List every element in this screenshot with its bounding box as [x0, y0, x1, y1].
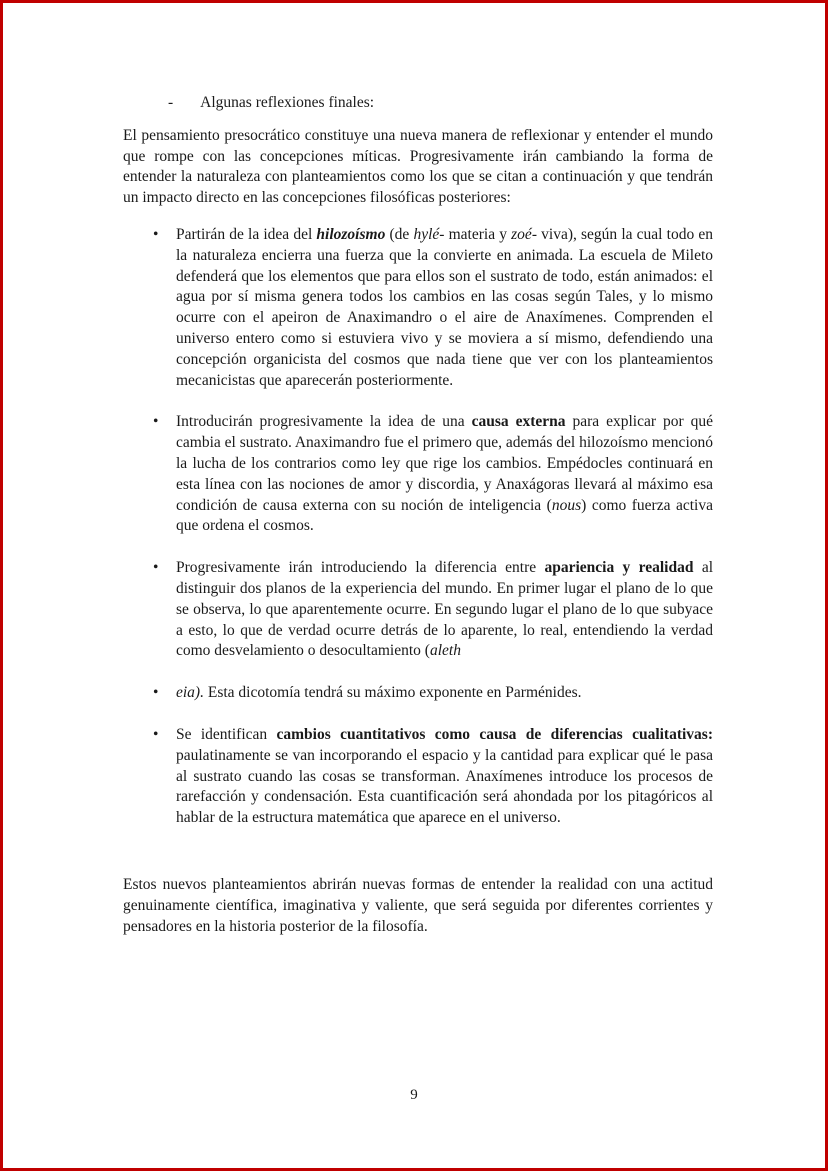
page-content: [123, 93, 713, 937]
heading-dash: -: [168, 94, 174, 111]
bullet-icon: •: [153, 225, 159, 243]
bullet-icon: •: [153, 559, 159, 577]
bullet-text: eia). Esta dicotomía tendrá su máximo exponente en Parménides.: [176, 684, 582, 702]
bullet-item: [123, 683, 713, 704]
heading-text: Algunas reflexiones finales:: [200, 94, 375, 111]
bullet-item: [123, 412, 713, 537]
bullet-text: Partirán de la idea del hilozoísmo (de hylé- materia y zoé- viva), según la cual todo en la naturaleza encierra una fuerza que la convierte en animada. La escuela de Mileto defenderá que los elementos que para ellos son el sustrato de todo, están animados: el agua por sí misma genera todos los cambios en las cosas según Tales, y lo mismo ocurre con el apeiron de Anaximandro o el aire de Anaxímenes. Comprenden el universo entero como si estuviera vivo y se moviera a sí mismo, defendiendo una concepción organicista del cosmos que nada tiene que ver con los planteamientos mecanicistas que aparecerán posteriormente.: [176, 225, 713, 389]
intro-paragraph: El pensamiento presocrático constituye una nueva manera de reflexionar y entender el mundo que rompe con las concepciones míticas. Progresivamente irán cambiando la forma de entender la naturaleza con planteamientos como los que se citan a continuación y que tendrán un impacto directo en las concepciones filosóficas posteriores:: [123, 126, 713, 207]
bullet-icon: •: [153, 684, 159, 702]
section-heading: [168, 93, 713, 114]
bullet-item: [123, 558, 713, 662]
bullet-icon: •: [153, 413, 159, 431]
bullet-text: Progresivamente irán introduciendo la diferencia entre apariencia y realidad al distinguir dos planos de la experiencia del mundo. En primer lugar el plano de lo que se observa, lo que aparentemente ocurre. En segundo lugar el plano de lo que subyace a esto, lo que de verdad ocurre detrás de lo aparente, lo real, entendiendo la verdad como desvelamiento o desocultamiento (aleth: [176, 559, 714, 660]
bullet-text: Introducirán progresivamente la idea de una causa externa para explicar por qué cambia el sustrato. Anaximandro fue el primero que, además del hilozoísmo mencionó la lucha de los contrarios como ley que rige los cambios. Empédocles continuará en esta línea con las nociones de amor y discordia, y Anaxágoras llevará al máximo esa condición de causa externa con su noción de inteligencia (nous) como fuerza activa que ordena el cosmos.: [176, 413, 713, 535]
bullet-icon: •: [153, 725, 159, 743]
bullet-text: Se identifican cambios cuantitativos como causa de diferencias cualitativas: paulatinamente se van incorporando el espacio y la cantidad para explicar qué le pasa al sustrato cuando las cosas se transforman. Anaxímenes introduce los procesos de rarefacción y condensación. Esta cuantificación será ahondada por los pitagóricos al hablar de la estructura matemática que aparece en el universo.: [176, 725, 714, 827]
bullet-item: [123, 225, 713, 391]
closing-paragraph: Estos nuevos planteamientos abrirán nuevas formas de entender la realidad con una actitud genuinamente científica, imaginativa y valiente, que será seguida por diferentes corrientes y pensadores en la historia posterior de la filosofía.: [123, 875, 713, 935]
page-number: 9: [410, 1087, 418, 1103]
bullet-list: [123, 225, 713, 829]
bullet-item: [123, 725, 713, 829]
